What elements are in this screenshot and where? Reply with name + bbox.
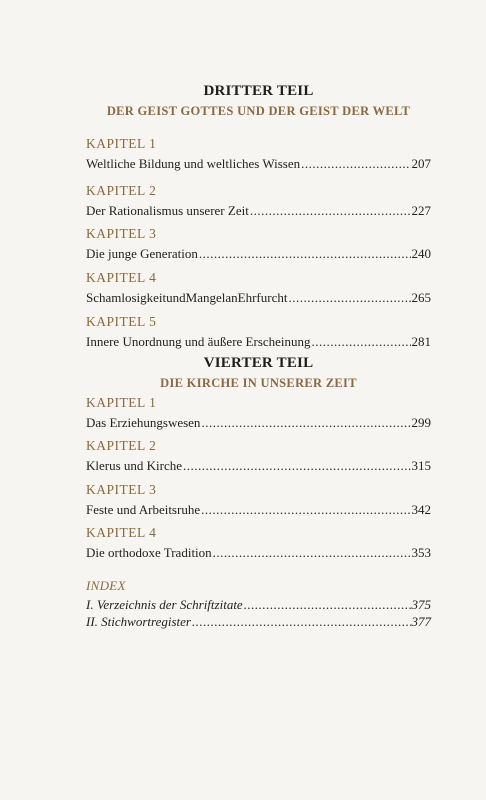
- entry-page: 342: [411, 502, 431, 517]
- entry-title: Die junge Generation: [86, 246, 198, 261]
- part-four-title: VIERTER TEIL: [203, 355, 314, 371]
- toc-entry[interactable]: [86, 502, 431, 518]
- toc-entry[interactable]: [86, 290, 431, 306]
- chapter-label: KAPITEL 3: [86, 482, 157, 497]
- toc-entry[interactable]: [86, 597, 431, 613]
- chapter-label: KAPITEL 1: [86, 136, 157, 151]
- entry-title: SchamlosigkeitundMangelanEhrfurcht: [86, 290, 288, 305]
- entry-page: 353: [411, 545, 431, 560]
- chapter-label: KAPITEL 4: [86, 270, 157, 285]
- dot-leader: [213, 545, 411, 561]
- chapter-label: KAPITEL 1: [86, 395, 157, 410]
- entry-page: 281: [411, 334, 431, 349]
- entry-title: Der Rationalismus unserer Zeit: [86, 203, 249, 218]
- entry-page: 377: [411, 614, 431, 629]
- entry-title: Die orthodoxe Tradition: [86, 545, 212, 560]
- dot-leader: [244, 597, 411, 613]
- dot-leader: [288, 290, 410, 306]
- dot-leader: [312, 334, 411, 350]
- part-three-subtitle: DER GEIST GOTTES UND DER GEIST DER WELT: [106, 104, 411, 118]
- dot-leader: [199, 246, 411, 262]
- toc-entry[interactable]: [86, 545, 431, 561]
- entry-page: 265: [411, 290, 431, 305]
- toc-entry[interactable]: [86, 334, 431, 350]
- dot-leader: [250, 203, 411, 219]
- entry-page: 240: [411, 246, 431, 261]
- chapter-label: KAPITEL 3: [86, 226, 157, 241]
- toc-entry[interactable]: [86, 614, 431, 630]
- entry-title: Das Erziehungswesen: [86, 415, 201, 430]
- entry-title: II. Stichwortregister: [86, 614, 191, 629]
- entry-page: 315: [411, 458, 431, 473]
- chapter-label: KAPITEL 5: [86, 314, 157, 329]
- dot-leader: [192, 614, 411, 630]
- entry-title: Innere Unordnung und äußere Erscheinung: [86, 334, 311, 349]
- dot-leader: [201, 415, 410, 431]
- dot-leader: [301, 156, 410, 172]
- entry-page: 207: [411, 156, 431, 171]
- chapter-label: KAPITEL 4: [86, 525, 157, 540]
- part-three-title: DRITTER TEIL: [203, 83, 314, 99]
- entry-page: 375: [411, 597, 431, 612]
- toc-entry[interactable]: [86, 458, 431, 474]
- entry-page: 227: [411, 203, 431, 218]
- toc-entry[interactable]: [86, 246, 431, 262]
- dot-leader: [183, 458, 410, 474]
- toc-entry[interactable]: [86, 156, 431, 172]
- entry-title: Weltliche Bildung und weltliches Wissen: [86, 156, 301, 171]
- chapter-label: KAPITEL 2: [86, 438, 157, 453]
- index-label: INDEX: [86, 578, 126, 593]
- toc-entry[interactable]: [86, 415, 431, 431]
- toc-entry[interactable]: [86, 203, 431, 219]
- part-four-subtitle: DIE KIRCHE IN UNSERER ZEIT: [160, 376, 357, 390]
- chapter-label: KAPITEL 2: [86, 183, 157, 198]
- entry-title: I. Verzeichnis der Schriftzitate: [86, 597, 243, 612]
- entry-title: Feste und Arbeitsruhe: [86, 502, 201, 517]
- entry-title: Klerus und Kirche: [86, 458, 183, 473]
- entry-page: 299: [411, 415, 431, 430]
- dot-leader: [201, 502, 410, 518]
